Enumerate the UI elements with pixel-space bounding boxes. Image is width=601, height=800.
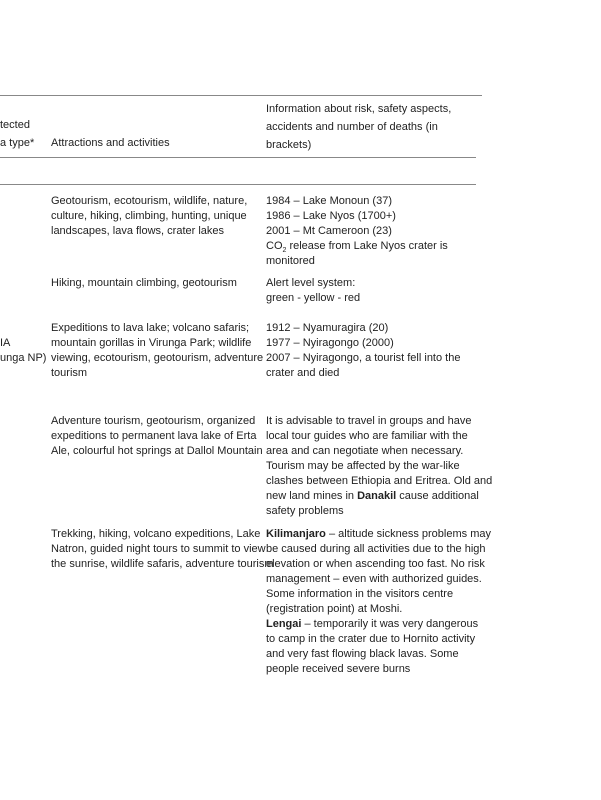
header-info-line3: brackets)	[266, 139, 312, 151]
danakil-lead: new land mines in	[266, 490, 358, 502]
lengai-line1	[266, 617, 491, 632]
row1-attr-line2: culture, hiking, climbing, hunting, unique	[51, 210, 247, 222]
row5-risk-info	[266, 527, 491, 677]
row3-attractions	[51, 321, 263, 381]
header-protected-area-type	[0, 118, 34, 151]
row1-info-line3: 2001 – Mt Cameroon (23)	[266, 225, 392, 237]
header-protected-line2: a type*	[0, 137, 35, 149]
row1-risk-info	[266, 194, 448, 269]
kilimanjaro-name: Kilimanjaro	[266, 528, 326, 540]
kilimanjaro-line4: management – even with authorized guides.	[266, 573, 482, 585]
row4-info-line6	[266, 489, 492, 504]
danakil-tail: cause additional	[396, 490, 479, 502]
co2-rest: release from Lake Nyos crater is	[286, 240, 448, 252]
row3-attr-line1: Expeditions to lava lake; volcano safaris;	[51, 322, 250, 334]
row1-info-line2: 1986 – Lake Nyos (1700+)	[266, 210, 396, 222]
row1-info-line1: 1984 – Lake Monoun (37)	[266, 195, 392, 207]
table-top-rule	[0, 95, 482, 96]
header-risk-info	[266, 100, 451, 154]
row4-attr-line2: expeditions to permanent lava lake of Erta	[51, 430, 257, 442]
row1-attr-line1: Geotourism, ecotourism, wildlife, nature,	[51, 195, 248, 207]
kilimanjaro-line3: elevation or when ascending too fast. No risk	[266, 558, 485, 570]
row4-risk-info	[266, 414, 492, 519]
kilimanjaro-line5: Some information in the visitors centre	[266, 588, 454, 600]
lengai-name: Lengai	[266, 618, 302, 630]
row3-prot-line2: unga NP)	[0, 352, 47, 364]
header-attractions-label: Attractions and activities	[51, 137, 170, 149]
row4-info-line3: area and can negotiate when necessary.	[266, 445, 464, 457]
row2-attractions	[51, 276, 237, 291]
row4-info-line1: It is advisable to travel in groups and have	[266, 415, 472, 427]
row4-attr-line1: Adventure tourism, geotourism, organized	[51, 415, 256, 427]
row3-attr-line4: tourism	[51, 367, 88, 379]
kilimanjaro-line6: (registration point) at Moshi.	[266, 603, 403, 615]
danakil-name: Danakil	[357, 490, 397, 502]
row5-attractions	[51, 527, 274, 572]
section-rule	[0, 184, 476, 185]
row4-info-line4: Tourism may be affected by the war-like	[266, 460, 460, 472]
row2-info-line2: green - yellow - red	[266, 292, 361, 304]
kilimanjaro-line1	[266, 527, 491, 542]
row4-info-line7: safety problems	[266, 505, 344, 517]
row3-info-line2: 1977 – Nyiragongo (2000)	[266, 337, 394, 349]
row3-attr-line2: mountain gorillas in Virunga Park; wildlife	[51, 337, 252, 349]
co2-label: CO	[266, 240, 283, 252]
row4-info-line2: local tour guides who are familiar with the	[266, 430, 468, 442]
row1-attractions	[51, 194, 247, 239]
row2-info-line1: Alert level system:	[266, 277, 356, 289]
row3-prot-line1: IA	[0, 337, 11, 349]
row1-info-co2	[266, 239, 448, 254]
row4-attractions	[51, 414, 263, 459]
row1-info-line5: monitored	[266, 255, 315, 267]
header-bottom-rule	[0, 157, 476, 158]
lengai-first: – temporarily it was very dangerous	[301, 618, 479, 630]
row3-info-line3: 2007 – Nyiragongo, a tourist fell into the	[266, 352, 461, 364]
row3-protected-area	[0, 336, 46, 366]
row5-attr-line2: Natron, guided night tours to summit to view	[51, 543, 266, 555]
row3-attr-line3: viewing, ecotourism, geotourism, adventure	[51, 352, 264, 364]
co2-subscript: 2	[282, 247, 287, 254]
row2-risk-info	[266, 276, 360, 306]
row4-info-line5: clashes between Ethiopia and Eritrea. Old and	[266, 475, 493, 487]
row3-info-line1: 1912 – Nyamuragira (20)	[266, 322, 389, 334]
row4-attr-line3: Ale, colourful hot springs at Dallol Mountain	[51, 445, 263, 457]
row1-attr-line3: landscapes, lava flows, crater lakes	[51, 225, 225, 237]
row5-attr-line1: Trekking, hiking, volcano expeditions, Lake	[51, 528, 261, 540]
header-attractions	[51, 136, 170, 151]
kilimanjaro-first: – altitude sickness problems may	[325, 528, 491, 540]
header-info-line1: Information about risk, safety aspects,	[266, 103, 452, 115]
header-info-line2: accidents and number of deaths (in	[266, 121, 438, 133]
row5-attr-line3: the sunrise, wildlife safaris, adventure tourism	[51, 558, 274, 570]
row2-attr-line1: Hiking, mountain climbing, geotourism	[51, 277, 237, 289]
header-protected-line1: tected	[0, 119, 30, 131]
row3-info-line4: crater and died	[266, 367, 340, 379]
lengai-line3: and very fast flowing black lavas. Some	[266, 648, 459, 660]
kilimanjaro-line2: be caused during all activities due to the high	[266, 543, 486, 555]
lengai-line4: people received severe burns	[266, 663, 411, 675]
row3-risk-info	[266, 321, 460, 381]
lengai-line2: to camp in the crater due to Hornito activity	[266, 633, 476, 645]
